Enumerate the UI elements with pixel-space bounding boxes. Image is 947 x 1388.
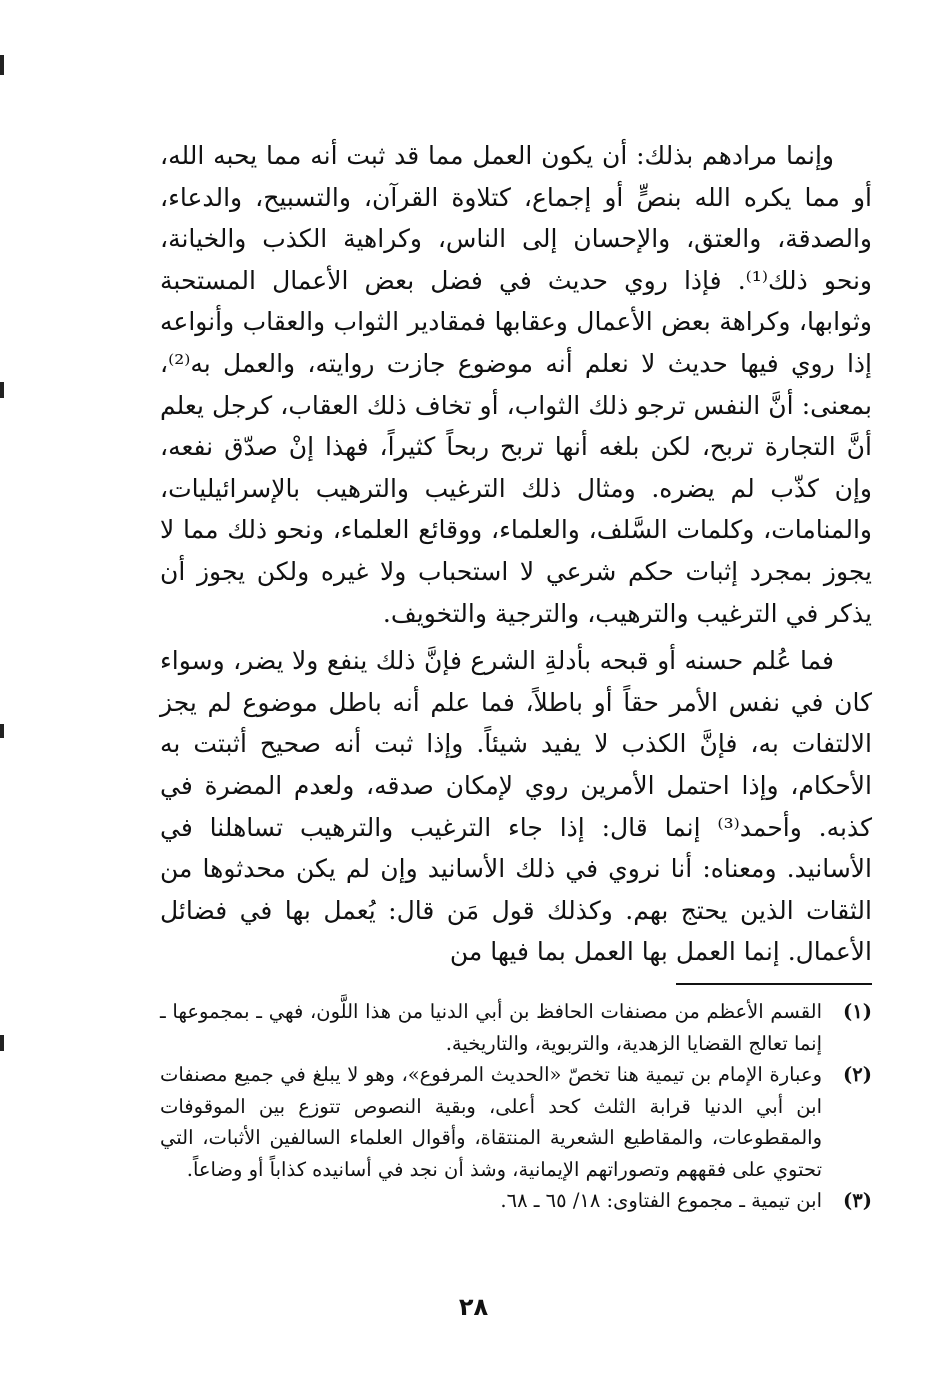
paragraph: فما عُلم حسنه أو قبحه بأدلةِ الشرع فإنَّ ذلك ينفع ولا يضر، وسواء كان في نفس الأمر حقاً أو باطلاً، فما علم أنه باطل موضوع لم يجز الالتفات به، فإنَّ الكذب لا يفيد شيئاً. وإذا ثبت أنه صحيح أثبتت به الأحكام، وإذا احتمل الأمرين روي لإمكان صدقه، ولعدم المضرة في كذبه. وأحمد⁽³⁾ إنما قال: إذا جاء الترغيب والترهيب تساهلنا في الأسانيد. ومعناه: أنا نروي في ذلك الأسانيد وإن لم يكن محدثوها من الثقات الذين يحتج بهم. وكذلك قول مَن قال: يُعمل بها في فضائل الأعمال. إنما العمل بها العمل بما فيها من xyxy=(160,646,872,967)
footnote-number: (٣) xyxy=(843,1189,872,1212)
binding-mark xyxy=(0,55,4,75)
footnote-text: وعبارة الإمام بن تيمية هنا تخصّ «الحديث المرفوع»، وهو لا يبلغ في جميع مصنفات ابن أبي الدنيا قرابة الثلث كحد أعلى، وبقية النصوص تتوزع بين الموقوفات والمقطوعات، والمقاطيع الشعرية المنتقاة، وأقوال العلماء السالفين الأثبات، التي تحتوي على فقههم وتصوراتهم الإيمانية، وشذ أن نجد في أسانيده كذاباً أو وضاعاً. xyxy=(160,1063,822,1181)
footnote-separator xyxy=(676,983,872,985)
footnote-text: القسم الأعظم من مصنفات الحافظ بن أبي الدنيا من هذا اللَّون، فهي ـ بمجموعها ـ إنما تعالج القضايا الزهدية، والتربوية، والتاريخية. xyxy=(160,1000,822,1055)
footnotes xyxy=(160,996,872,1217)
footnote xyxy=(160,996,872,1059)
footnote xyxy=(160,1185,872,1217)
binding-mark xyxy=(0,1035,4,1051)
footnote-number: (٢) xyxy=(843,1063,872,1086)
footnote-number: (١) xyxy=(843,1000,872,1023)
main-text xyxy=(160,135,872,973)
paragraph: وإنما مرادهم بذلك: أن يكون العمل مما قد ثبت أنه مما يحبه الله، أو مما يكره الله بنصٍّ أو إجماع، كتلاوة القرآن، والتسبيح، والدعاء، والصدقة، والعتق، والإحسان إلى الناس، وكراهية الكذب والخيانة، ونحو ذلك⁽¹⁾. فإذا روي حديث في فضل بعض الأعمال المستحبة وثوابها، وكراهة بعض الأعمال وعقابها فمقادير الثواب والعقاب وأنواعه إذا روي فيها حديث لا نعلم أنه موضوع جازت روايته، والعمل به⁽²⁾، بمعنى: أنَّ النفس ترجو ذلك الثواب، أو تخاف ذلك العقاب، كرجل يعلم أنَّ التجارة تربح، لكن بلغه أنها تربح ربحاً كثيراً، فهذا إنْ صدّق نفعه، وإن كذّب لم يضره. ومثال ذلك الترغيب والترهيب بالإسرائيليات، والمنامات، وكلمات السَّلف، والعلماء، ووقائع العلماء، ونحو ذلك مما لا يجوز بمجرد إثبات حكم شرعي لا استحباب ولا غيره ولكن يجوز أن يذكر في الترغيب والترهيب، والترجية والتخويف. xyxy=(160,141,872,628)
footnote-text: ابن تيمية ـ مجموع الفتاوى: ١٨/ ٦٥ ـ ٦٨. xyxy=(500,1189,822,1212)
footnote xyxy=(160,1059,872,1185)
page-number: ٢٨ xyxy=(458,1293,489,1321)
binding-mark xyxy=(0,724,4,738)
binding-mark xyxy=(0,382,4,398)
